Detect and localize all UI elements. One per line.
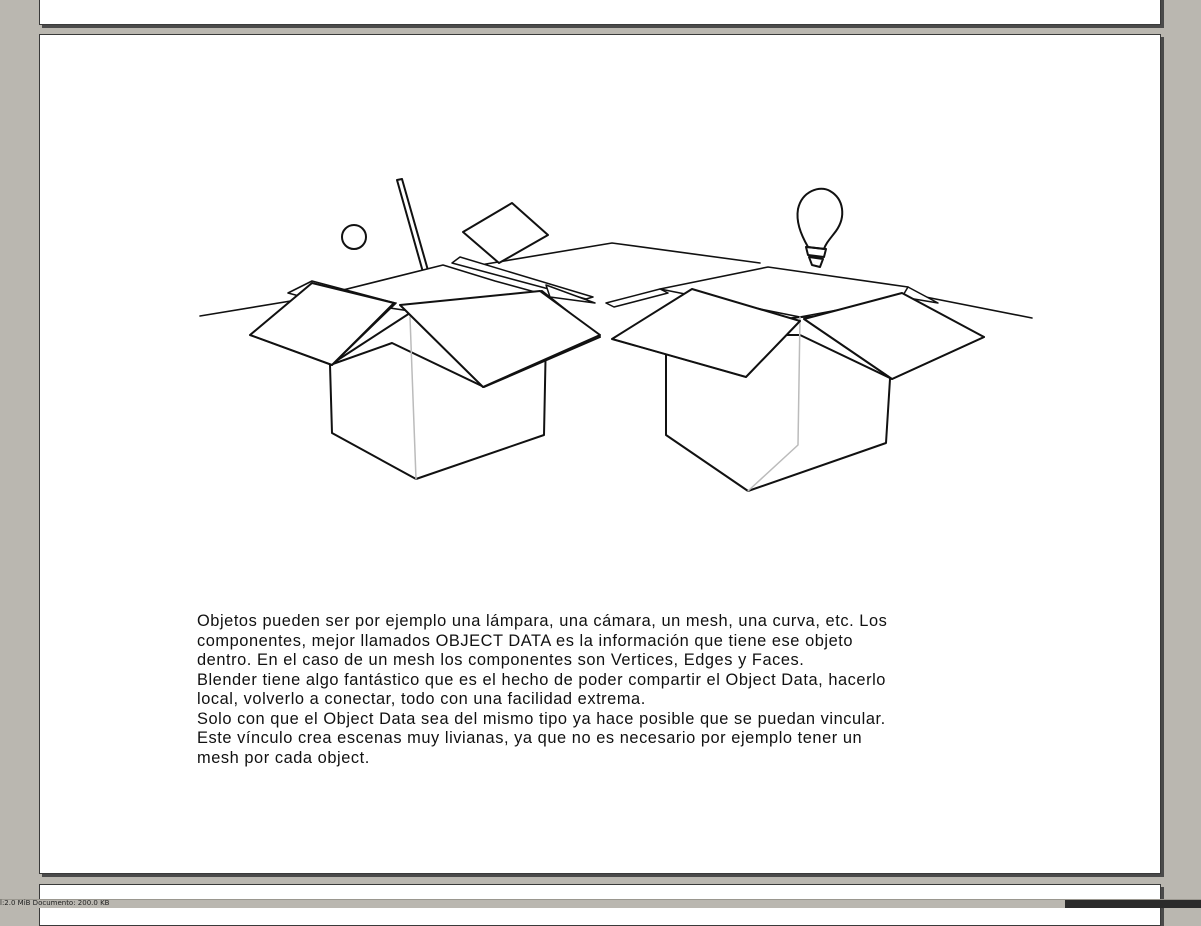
box-icon xyxy=(250,257,600,479)
document-page xyxy=(39,34,1161,874)
paragraph-line: Este vínculo crea escenas muy livianas, ya que no es necesario por ejemplo tener un xyxy=(197,729,863,747)
paragraph-line: Objetos pueden ser por ejemplo una lámpara, una cámara, un mesh, una curva, etc. Los xyxy=(197,612,888,630)
sphere-icon xyxy=(342,225,366,249)
body-paragraph xyxy=(197,612,1027,768)
paragraph-line: dentro. En el caso de un mesh los componentes son Vertices, Edges y Faces. xyxy=(197,651,805,669)
paragraph-line: Blender tiene algo fantástico que es el hecho de poder compartir el Object Data, hacerlo xyxy=(197,670,886,689)
paragraph-line: Solo con que el Object Data sea del mismo tipo ya hace posible que se puedan vincular. xyxy=(197,709,886,728)
status-text: l:2.0 MiB Documento: 200.0 KB xyxy=(0,899,110,907)
status-bar-right-panel[interactable] xyxy=(1065,900,1201,908)
plane-icon xyxy=(463,203,548,263)
paragraph-line: componentes, mejor llamados OBJECT DATA es la información que tiene ese objeto xyxy=(197,631,854,650)
paragraph-line: local, volverlo a conectar, todo con una facilidad extrema. xyxy=(197,690,646,708)
status-bar xyxy=(0,899,1201,908)
paragraph-line: mesh por cada object. xyxy=(197,748,370,767)
previous-page xyxy=(39,0,1161,25)
boxes-illustration xyxy=(40,35,1160,595)
lightbulb-icon xyxy=(797,189,842,267)
